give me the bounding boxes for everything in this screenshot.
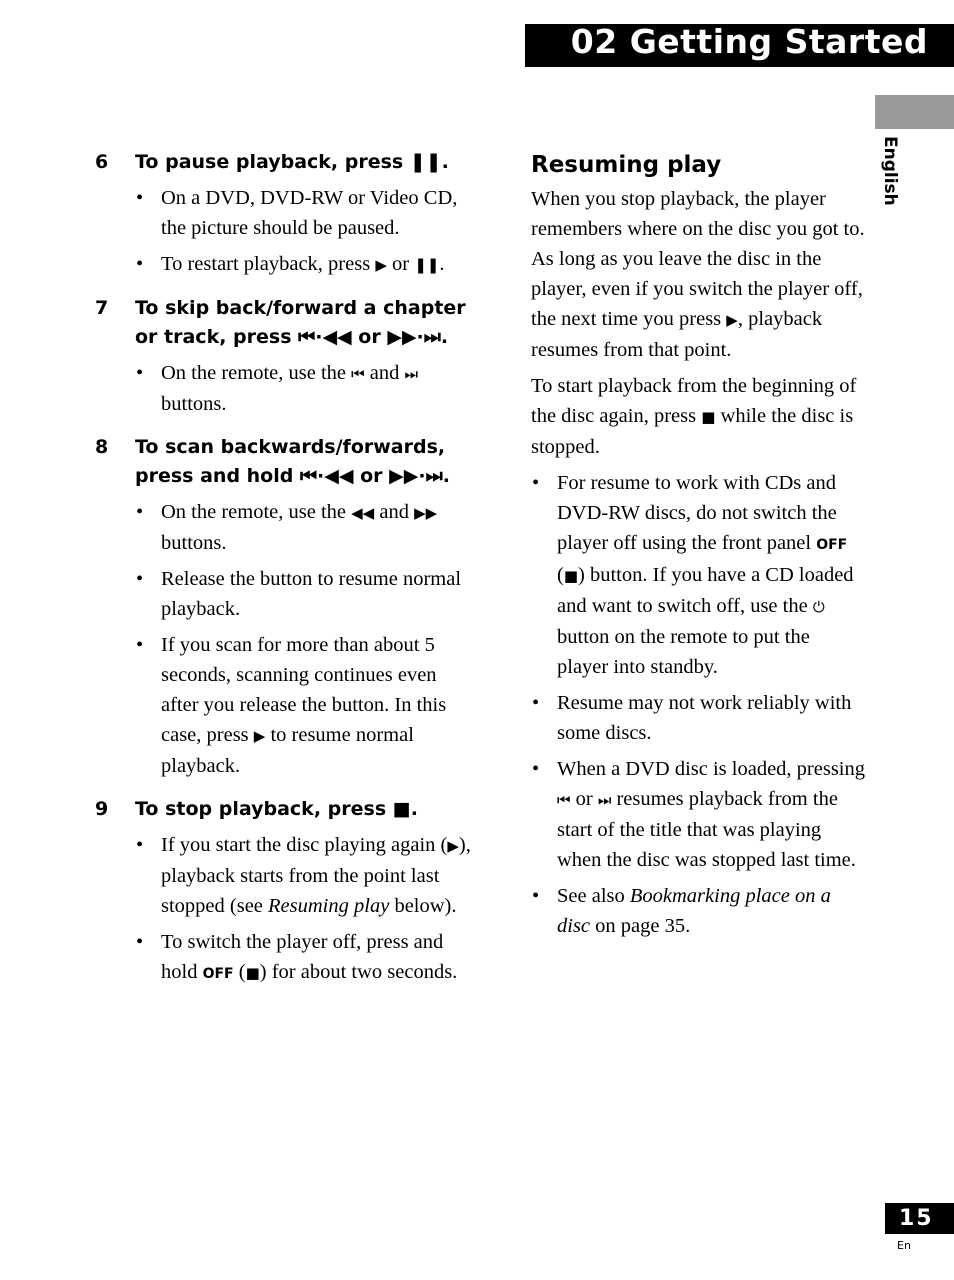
language-tab-label: English: [880, 136, 900, 206]
bullet-text: below).: [389, 895, 457, 917]
bullet-text: If you start the disc playing again (: [161, 834, 448, 856]
paragraph-text: while the disc is stopped.: [531, 405, 854, 458]
previous-track-icon: ⏮: [557, 791, 571, 809]
play-icon: ▶: [726, 311, 738, 329]
fast-forward-icon: ▶▶: [414, 504, 438, 522]
section-title: Resuming play: [531, 152, 722, 178]
bullet-text: To restart playback, press: [161, 253, 376, 275]
bullet-text: Resume may not work reliably with some discs.: [557, 692, 852, 744]
bullet-item: [531, 754, 866, 875]
bullet-item: [135, 358, 475, 419]
bullet-text: On the remote, use the: [161, 362, 352, 384]
next-track-icon: ⏭: [597, 791, 612, 809]
bullet-item: [531, 688, 866, 748]
off-button-label: OFF: [202, 966, 234, 982]
bullet-text: and: [374, 501, 415, 523]
bullet-item: [135, 183, 475, 243]
bullet-text: and: [364, 362, 405, 384]
bullet-text: or: [386, 253, 415, 275]
bullet-text: On the remote, use the: [161, 501, 352, 523]
bullet-item: [135, 564, 475, 624]
bullet-text: buttons.: [161, 393, 227, 415]
step-9: [95, 795, 475, 989]
paragraph-text: When you stop playback, the player remembers where on the disc you got to. As long as you leave the disc in the player, even if you switch the player off, the next time you press: [531, 188, 865, 330]
bullet-text: To switch the player off, press and hold: [161, 931, 444, 983]
step-7: [95, 294, 475, 419]
pause-icon: ❚❚: [414, 256, 440, 274]
bullet-item: [135, 497, 475, 558]
bullet-item: [531, 468, 866, 682]
stop-icon: ■: [563, 567, 579, 585]
bullet-text: to resume normal playback.: [161, 724, 414, 777]
paragraph: [531, 184, 866, 365]
bullet-text: ) button. If you have a CD loaded and want to switch off, use the: [557, 564, 854, 617]
bullet-text: button on the remote to put the player into standby.: [557, 626, 810, 678]
bullet-text: Release the button to resume normal playback.: [161, 568, 462, 620]
step-heading: To stop playback, press ■.: [135, 798, 418, 820]
page-number-box: [885, 1203, 954, 1234]
step-8: [95, 433, 475, 781]
step-heading: To scan backwards/forwards, press and hold ⏮·◀◀ or ▶▶·⏭.: [135, 436, 450, 487]
paragraph-text: , playback resumes from that point.: [531, 308, 823, 361]
bullet-item: [135, 927, 475, 989]
paragraph-text: To start playback from the beginning of the disc again, press: [531, 375, 857, 427]
chapter-header-bar: [525, 24, 954, 67]
stop-icon: ■: [701, 408, 716, 426]
step-heading: To skip back/forward a chapter or track, press ⏮·◀◀ or ▶▶·⏭.: [135, 297, 466, 348]
rewind-icon: ◀◀: [351, 504, 375, 522]
play-icon: ▶: [253, 727, 266, 745]
off-button-label: OFF: [816, 537, 848, 553]
bullet-text: For resume to work with CDs and DVD-RW discs, do not switch the player off using the front panel: [557, 472, 837, 554]
bullet-text: (: [233, 961, 246, 983]
play-icon: ▶: [375, 256, 387, 274]
step-heading: To pause playback, press ❚❚.: [135, 151, 449, 173]
page-number: 15: [899, 1206, 934, 1231]
bullet-item: [135, 830, 475, 921]
bullet-text: ) for about two seconds.: [259, 961, 458, 983]
play-icon: ▶: [447, 837, 459, 855]
bullet-item: [531, 881, 866, 941]
cross-reference: Resuming play: [268, 895, 390, 917]
bullet-text: ), playback starts from the point last stopped (see: [161, 834, 471, 917]
bullet-text: If you scan for more than about 5 seconds, scanning continues even after you release the button. In this case, press: [161, 634, 447, 746]
next-track-icon: ⏭: [404, 365, 419, 383]
step-number: 9: [95, 798, 109, 820]
bullet-text: See also: [557, 885, 630, 907]
bullet-text: On a DVD, DVD-RW or Video CD, the picture should be paused.: [161, 187, 458, 239]
chapter-title: 02 Getting Started: [570, 22, 928, 61]
right-column: [531, 148, 866, 941]
bullet-text: When a DVD disc is loaded, pressing: [557, 758, 866, 780]
left-column: [95, 148, 475, 995]
cross-reference: Bookmarking place on a disc: [557, 885, 831, 937]
bullet-text: .: [439, 253, 445, 275]
bullet-item: [135, 630, 475, 781]
step-6: [95, 148, 475, 280]
bullet-item: [135, 249, 475, 280]
page-language-code: En: [897, 1239, 911, 1252]
power-icon: ⏻: [812, 598, 825, 616]
bullet-text: buttons.: [161, 532, 227, 554]
paragraph: [531, 371, 866, 462]
step-number: 6: [95, 151, 109, 173]
step-number: 7: [95, 297, 109, 319]
bullet-text: (: [557, 564, 564, 586]
language-tab-marker: [875, 95, 954, 129]
stop-icon: ■: [245, 964, 260, 982]
bullet-text: or: [570, 788, 598, 810]
previous-track-icon: ⏮: [351, 365, 365, 383]
step-number: 8: [95, 436, 109, 458]
bullet-text: on page 35.: [590, 915, 691, 937]
bullet-text: resumes playback from the start of the title that was playing when the disc was stopped last time.: [557, 788, 856, 871]
